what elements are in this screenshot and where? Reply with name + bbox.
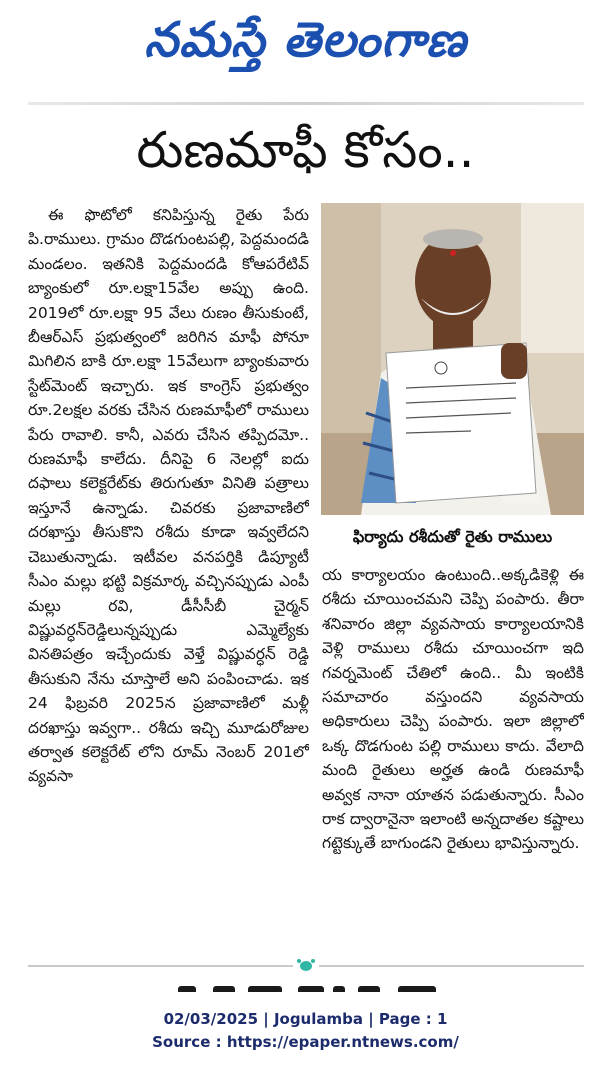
masthead-divider (28, 102, 584, 105)
article-body-right: య కార్యాలయం ఉంటుంది..అక్కడికెళ్లి ఈ రశీదు చూయించమని చెప్పి పంపారు. తీరా శనివారం జిల్లా వ్యవసాయ కార్యాలయానికి వెళ్లి రాములు రశీదు చూయించగా ఇది గవర్నమెంట్ చేతిలో ఉంది.. మీ ఇంటికి సమాచారం వస్తుందని వ్యవసాయ అధికారులు చెప్పి పంపారు. ఇలా జిల్లాలో ఒక్క దొడగుంట పల్లి రాములు కాదు. వేలాది మంది రైతులు అర్హత ఉండి రుణమాఫీ అవ్వక నానా యాతన పడుతున్నారు. సీఎం రాక ద్వారానైనా ఇలాంటి అన్నదాతల కష్టాలు గట్టెక్కుతే బాగుండని రైతులు భావిస్తున్నారు. (322, 566, 584, 853)
article-right-column (322, 563, 584, 953)
article-body-left: ఈ ఫొటోలో కనిపిస్తున్న రైతు పేరు పి.రాములు. గ్రామం దొడగుంటపల్లి, పెద్దమందడి మండలం. ఇతనికి పెద్దమందడి కోఆపరేటివ్ బ్యాంకులో రూ.లక్షా15వేల అప్పు ఉంది. 2019లో రూ.లక్షా 95 వేలు రుణం తీసుకుంటే, బీఆర్ఎస్ ప్రభుత్వంలో జరిగిన మాఫీ పోనూ మిగిలిన బాకి రూ.లక్షా 15వేలుగా బ్యాంకువారు స్టేట్‌మెంట్ ఇచ్చారు. ఇక కాంగ్రెస్ ప్రభుత్వం రూ.2లక్షల వరకు చేసిన రుణమాఫీలో రాములు పేరు రావాలి. కానీ, ఎవరు చేసిన తప్పిదమో.. రుణమాఫీ కాలేదు. దీనిపై 6 నెలల్లో ఐదు దఫాలు కలెక్టరేట్‌కు తిరుగుతూ వినితి పత్రాలు ఇస్తూనే ఉన్నాడు. చివరకు ప్రజావాణిలో దరఖాస్తు తీసుకొని రశీదు కూడా ఇవ్వలేదని చెబుతున్నాడు. ఇటీవల వనపర్తికి డిప్యూటీ సీఎం మల్లు భట్టి విక్రమార్క వచ్చినప్పుడు ఎంపీ మల్లు రవి, డీసీసీబీ చైర్మన్ విష్ణువర్ధన్‌రెడ్డిలున్నప్పుడు ఎమ్మెల్యేకు వినతిపత్రం ఇచ్చేందుకు వెళ్తే విష్ణువర్ధన్ రెడ్డి తీసుకుని నేను చూస్తాలే అని పంపించాడు. ఇక 24 ఫిబ్రవరి 2025న ప్రజావాణిలో మళ్లీ దరఖాస్తు ఇవ్వగా.. రశీదు ఇచ్చి మూడురోజుల తర్వాత కలెక్టరేట్ లోని రూమ్ నెంబర్ 201లో వ్యవసా (28, 206, 309, 786)
article-left-column (28, 203, 309, 953)
photo-caption: ఫిర్యాదు రశీదుతో రైతు రాములు (352, 527, 553, 546)
farmer-illustration (321, 203, 584, 515)
leaf-icon (293, 956, 319, 974)
farmer-photo (321, 203, 584, 515)
article-headline: రుణమాఫీ కోసం.. (136, 121, 475, 179)
source-url: Source : https://epaper.ntnews.com/ (152, 1033, 459, 1051)
edition-info: 02/03/2025 | Jogulamba | Page : 1 (163, 1010, 448, 1028)
truncated-next-headline (28, 978, 584, 992)
newspaper-masthead: నమస్తే తెలంగాణ (144, 12, 467, 68)
